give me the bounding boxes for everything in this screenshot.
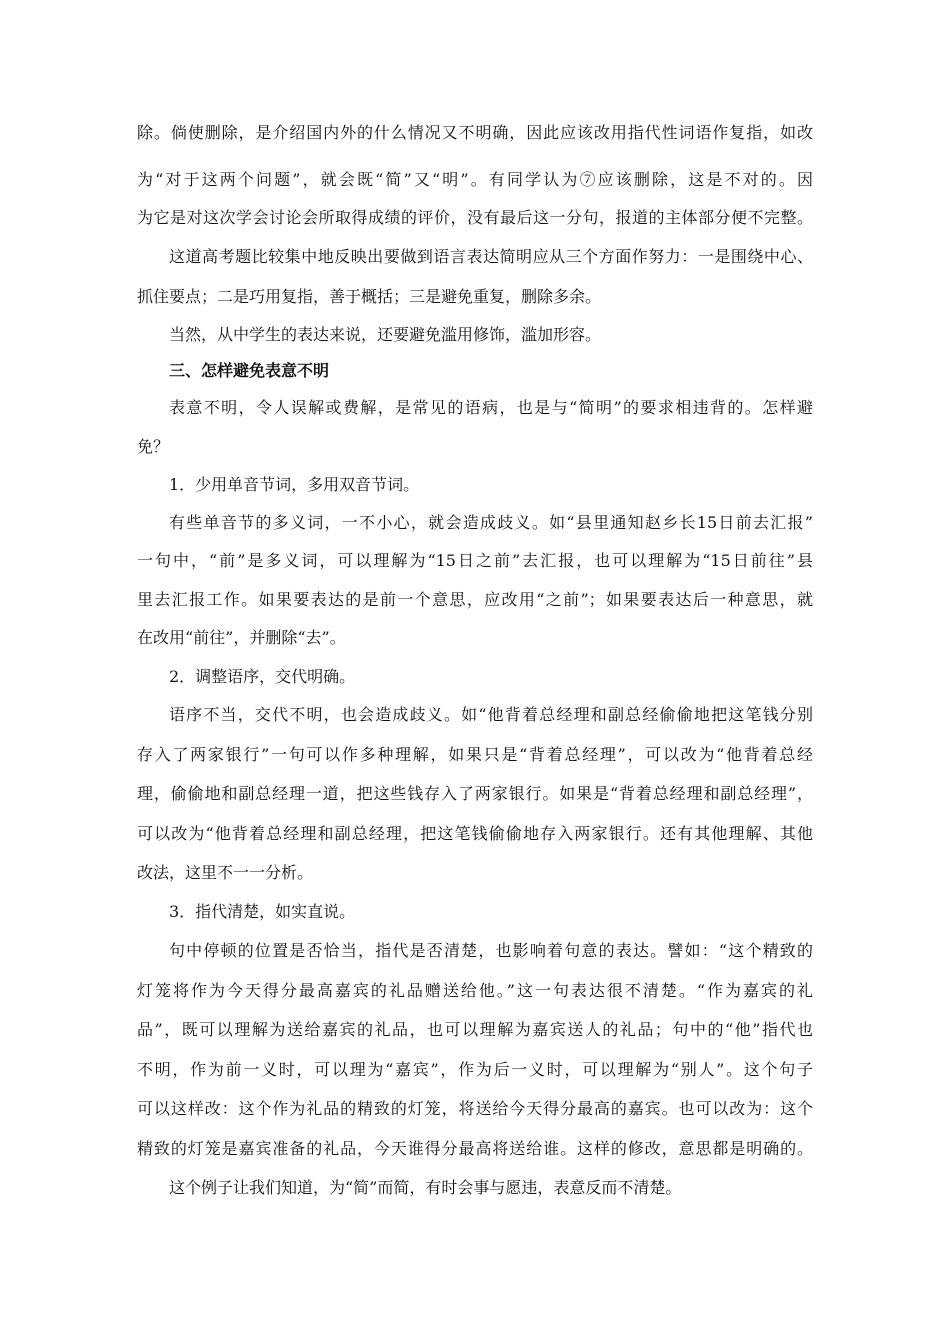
body-text-line: 品”，既可以理解为送给嘉宾的礼品，也可以理解为嘉宾送人的礼品；句中的“他”指代也 <box>137 1020 813 1039</box>
body-text-line: 除。倘使删除，是介绍国内外的什么情况又不明确，因此应该改用指代性词语作复指，如改 <box>137 123 813 142</box>
body-text-line: 灯笼将作为今天得分最高嘉宾的礼品赠送给他。”这一句表达很不清楚。“作为嘉宾的礼 <box>137 981 813 1000</box>
body-text-line: 免？ <box>137 437 170 456</box>
body-text-line: 为它是对这次学会讨论会所取得成绩的评价，没有最后这一分句，报道的主体部分便不完整。 <box>137 208 813 227</box>
body-text-line: 抓住要点；二是巧用复指，善于概括；三是避免重复，删除多余。 <box>137 287 602 306</box>
body-text-line: 有些单音节的多义词，一不小心，就会造成歧义。如“县里通知赵乡长15日前去汇报” <box>169 513 813 532</box>
body-text-line: 精致的灯笼是嘉宾准备的礼品，今天谁得分最高将送给谁。这样的修改，意思都是明确的。 <box>137 1139 813 1158</box>
body-text-line: 理，偷偷地和副总经理一道，把这些钱存入了两家银行。如果是“背着总经理和副总经理”， <box>137 784 813 803</box>
section-heading: 三、怎样避免表意不明 <box>169 361 330 380</box>
subheading: 3．指代清楚，如实直说。 <box>169 902 356 921</box>
body-text-line: 可以这样改：这个作为礼品的精致的灯笼，将送给今天得分最高的嘉宾。也可以改为：这个 <box>137 1099 813 1118</box>
body-text-line: 一句中，“前”是多义词，可以理解为“15日之前”去汇报，也可以理解为“15日前往”县 <box>137 551 813 570</box>
body-text-line: 存入了两家银行”一句可以作多种理解，如果只是“背着总经理”，可以改为“他背着总经 <box>137 745 813 764</box>
body-text-line: 可以改为“他背着总经理和副总经理，把这笔钱偷偷地存入两家银行。还有其他理解、其他 <box>137 824 813 843</box>
body-text-line: 不明，作为前一义时，可以理为“嘉宾”，作为后一义时，可以理解为“别人”。这个句子 <box>137 1060 813 1079</box>
body-text-line: 在改用“前往”，并删除“去”。 <box>137 628 346 647</box>
body-text-line: 句中停顿的位置是否恰当，指代是否清楚，也影响着句意的表达。譬如：“这个精致的 <box>169 941 813 960</box>
subheading: 2．调整语序，交代明确。 <box>169 667 356 686</box>
body-text-line: 改法，这里不一一分析。 <box>137 863 314 882</box>
body-text-line: 这个例子让我们知道，为“简”而简，有时会事与愿违，表意反而不清楚。 <box>169 1178 682 1197</box>
body-text-line: 为“对于这两个问题”，就会既“简”又“明”。有同学认为⑦应该删除，这是不对的。因 <box>137 170 813 189</box>
subheading: 1．少用单音节词，多用双音节词。 <box>169 475 420 494</box>
body-text-line: 语序不当，交代不明，也会造成歧义。如“他背着总经理和副总经偷偷地把这笔钱分别 <box>169 705 813 724</box>
body-text-line: 表意不明，令人误解或费解，是常见的语病，也是与“简明”的要求相违背的。怎样避 <box>169 398 813 417</box>
body-text-line: 这道高考题比较集中地反映出要做到语言表达简明应从三个方面作努力：一是围绕中心、 <box>169 247 813 266</box>
body-text-line: 里去汇报工作。如果要表达的是前一个意思，应改用“之前”；如果要表达后一种意思，就 <box>137 590 813 609</box>
body-text-line: 当然，从中学生的表达来说，还要避免滥用修饰，滥加形容。 <box>169 325 602 344</box>
